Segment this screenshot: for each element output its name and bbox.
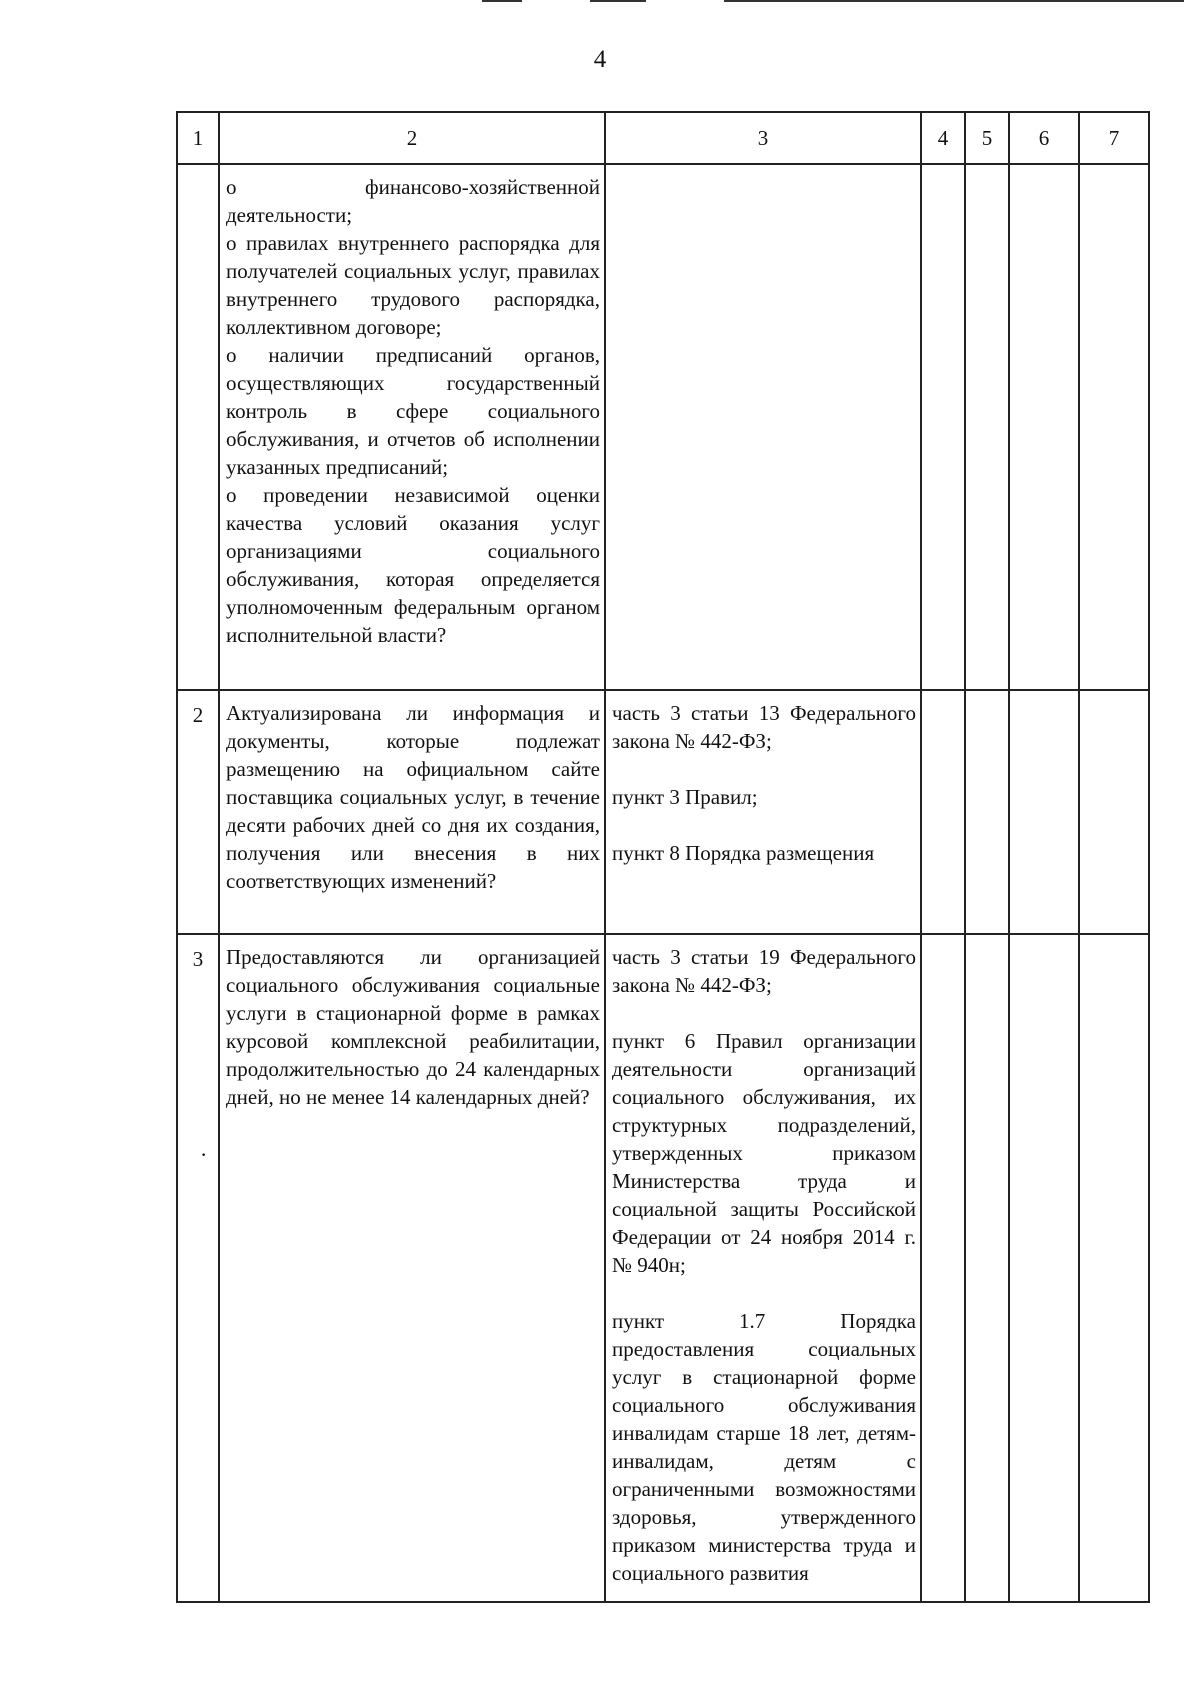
result-cell [1079,164,1149,690]
result-cell [921,164,965,690]
question-text: Актуализирована ли информация и документы, которые подлежат размещению на официальном сайте поставщика социальных услуг, в течение десяти рабочих дней со дня их создания, получения или внесения в них соответствующих изменений? [226,701,600,893]
header-cell-3: 3 [605,112,921,164]
top-rule-right [724,0,1184,2]
result-cell [1079,934,1149,1602]
header-cell-1: 1 [177,112,219,164]
basis-cell [605,164,921,690]
row-number: 2 [177,690,219,934]
result-cell [1079,690,1149,934]
result-cell [965,690,1009,934]
row-number: 3 [177,934,219,1602]
question-text: о наличии предписаний органов, осуществляющих государственный контроль в сфере социального обслуживания, и отчетов об исполнении указанных предписаний; [226,343,600,479]
row-number [177,164,219,690]
result-cell [1009,934,1079,1602]
basis-text: пункт 1.7 Порядка предоставления социальных услуг в стационарной форме социального обслуживания инвалидам старше 18 лет, детям-инвалидам, детям с ограниченными возможностями здоровья, утвержденного приказом министерства труда и социального развития [612,1309,916,1585]
basis-text: пункт 3 Правил; [612,785,758,809]
header-cell-2: 2 [219,112,605,164]
basis-text: часть 3 статьи 19 Федерального закона № 442-ФЗ; [612,945,916,997]
result-cell [921,690,965,934]
basis-text: часть 3 статьи 13 Федерального закона № 442-ФЗ; [612,701,916,753]
result-cell [1009,164,1079,690]
header-cell-5: 5 [965,112,1009,164]
header-cell-4: 4 [921,112,965,164]
question-text: о финансово-хозяйственной деятельности; [226,175,600,227]
basis-cell [605,690,921,934]
table-row [177,934,1149,1602]
result-cell [965,934,1009,1602]
stray-dot: · [200,1142,208,1167]
question-text: Предоставляются ли организацией социального обслуживания социальные услуги в стационарной форме в рамках курсовой комплексной реабилитации, продолжительностью до 24 календарных дней, но не менее 14 календарных дней? [226,945,600,1109]
basis-cell [605,934,921,1602]
top-rule-middle [590,0,646,2]
result-cell [921,934,965,1602]
header-cell-7: 7 [1079,112,1149,164]
result-cell [1009,690,1079,934]
question-text: о правилах внутреннего распорядка для получателей социальных услуг, правилах внутреннего трудового распорядка, коллективном договоре; [226,231,600,339]
question-cell [219,690,605,934]
question-cell [219,164,605,690]
table-row [177,690,1149,934]
basis-text: пункт 6 Правил организации деятельности организаций социального обслуживания, их структурных подразделений, утвержденных приказом Министерства труда и социальной защиты Российской Федерации от 24 ноября 2014 г. № 940н; [612,1029,916,1277]
page-number: 4 [593,46,607,73]
header-cell-6: 6 [1009,112,1079,164]
basis-text: пункт 8 Порядка размещения [612,841,875,865]
result-cell [965,164,1009,690]
table-row [177,164,1149,690]
header-row [177,112,1149,164]
top-rule-left [482,0,522,2]
question-text: о проведении независимой оценки качества условий оказания услуг организациями социального обслуживания, которая определяется уполномоченным федеральным органом исполнительной власти? [226,483,600,647]
checklist-table [176,111,1150,1603]
question-cell [219,934,605,1602]
